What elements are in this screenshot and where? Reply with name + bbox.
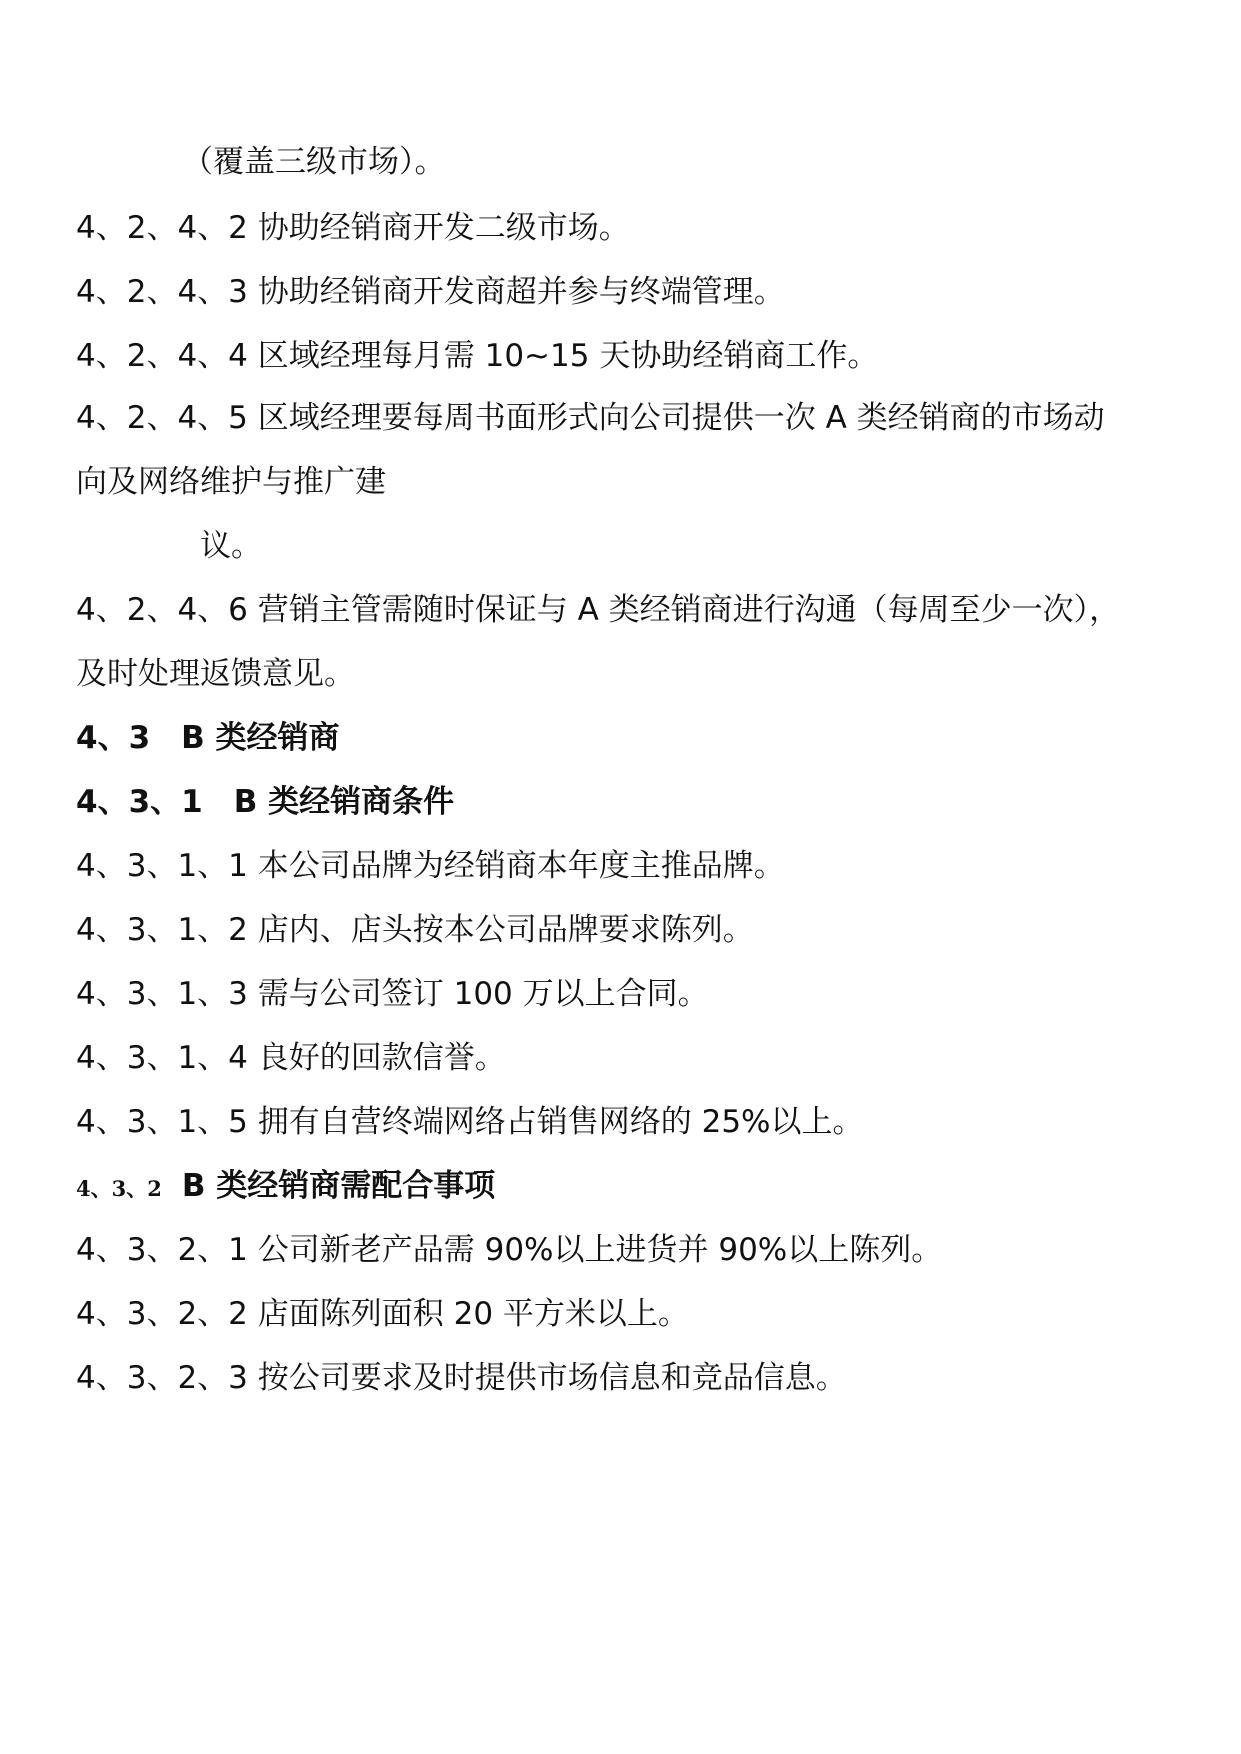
subsection-title: B 类经销商需配合事项 — [181, 1168, 496, 1204]
text-line: 4、3、1、2 店内、店头按本公司品牌要求陈列。 — [76, 912, 754, 948]
section-heading: 4、3 B 类经销商 — [76, 720, 340, 756]
text-line: 4、2、4、5 区域经理要每周书面形式向公司提供一次 A 类经销商的市场动 — [76, 400, 1105, 436]
text-line: 4、2、4、3 协助经销商开发商超并参与终端管理。 — [76, 274, 785, 310]
subsection-heading — [76, 1166, 1176, 1209]
text-line: 4、2、4、4 区域经理每月需 10~15 天协助经销商工作。 — [76, 338, 879, 374]
subsection-number: 4、3、2 — [76, 1176, 162, 1201]
text-line: 4、3、2、3 按公司要求及时提供市场信息和竞品信息。 — [76, 1360, 847, 1396]
text-line: 4、3、1、3 需与公司签订 100 万以上合同。 — [76, 976, 709, 1012]
text-line: 4、2、4、2 协助经销商开发二级市场。 — [76, 210, 630, 246]
text-line: 4、3、1、4 良好的回款信誉。 — [76, 1040, 506, 1076]
text-line: 4、3、2、1 公司新老产品需 90%以上进货并 90%以上陈列。 — [76, 1232, 943, 1268]
text-line: 向及网络维护与推广建 — [76, 464, 386, 500]
text-line: 议。 — [200, 528, 262, 564]
text-line: 4、3、2、2 店面陈列面积 20 平方米以上。 — [76, 1296, 689, 1332]
subsection-heading: 4、3、1 B 类经销商条件 — [76, 784, 455, 820]
text-line: 4、3、1、5 拥有自营终端网络占销售网络的 25%以上。 — [76, 1104, 864, 1140]
text-line: 4、3、1、1 本公司品牌为经销商本年度主推品牌。 — [76, 848, 785, 884]
text-line: 4、2、4、6 营销主管需随时保证与 A 类经销商进行沟通（每周至少一次）， — [76, 592, 1121, 628]
text-line: 及时处理返馈意见。 — [76, 656, 355, 692]
text-line: （覆盖三级市场）。 — [182, 144, 446, 180]
